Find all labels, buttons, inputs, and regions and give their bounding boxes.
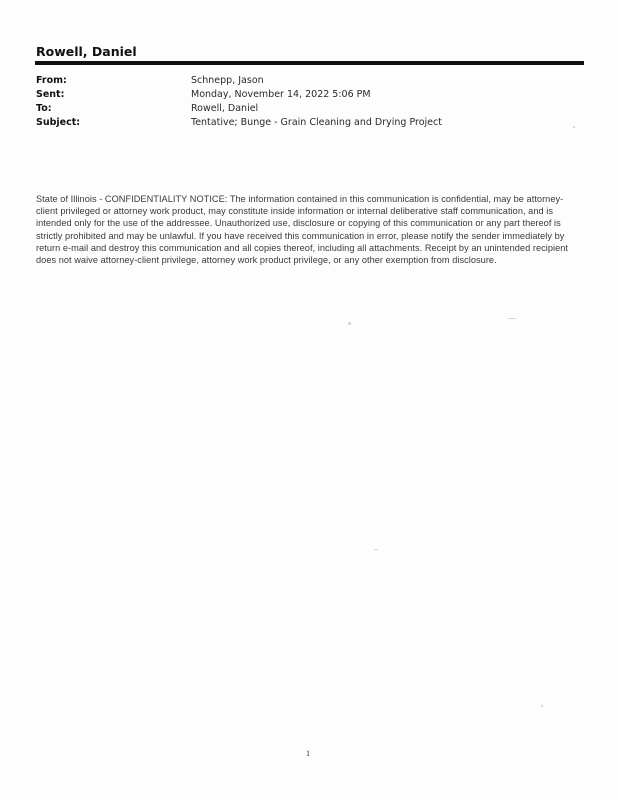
header-divider	[35, 61, 584, 65]
from-row	[36, 74, 584, 88]
from-value: Schnepp, Jason	[191, 75, 264, 86]
sent-value: Monday, November 14, 2022 5:06 PM	[191, 89, 371, 100]
mailbox-owner-name: Rowell, Daniel	[36, 44, 137, 59]
scan-speck	[374, 549, 378, 550]
subject-row	[36, 116, 584, 130]
scan-speck	[348, 322, 351, 325]
subject-value: Tentative; Bunge - Grain Cleaning and Drying Project	[191, 117, 442, 128]
sent-label: Sent:	[36, 89, 65, 100]
scan-speck	[541, 705, 543, 707]
confidentiality-notice: State of Illinois - CONFIDENTIALITY NOTICE: The information contained in this communication is confidential, may be attorney-client privileged or attorney work product, may constitute inside information or internal deliberative staff communication, and is intended only for the use of the addressee. Unauthorized use, disclosure or copying of this communication or any part thereof is strictly prohibited and may be unlawful. If you have received this communication in error, please notify the sender immediately by return e-mail and destroy this communication and all copies thereof, including all attachments. Receipt by an unintended recipient does not waive attorney-client privilege, attorney work product privilege, or any other exemption from disclosure.	[36, 194, 569, 266]
to-row	[36, 102, 584, 116]
email-header-fields	[36, 74, 584, 130]
sent-row	[36, 88, 584, 102]
page-number: 1	[306, 749, 310, 758]
scan-speck	[573, 126, 575, 128]
to-value: Rowell, Daniel	[191, 103, 259, 114]
to-label: To:	[36, 103, 52, 114]
from-label: From:	[36, 75, 67, 86]
scan-speck	[508, 318, 516, 319]
subject-label: Subject:	[36, 117, 81, 128]
